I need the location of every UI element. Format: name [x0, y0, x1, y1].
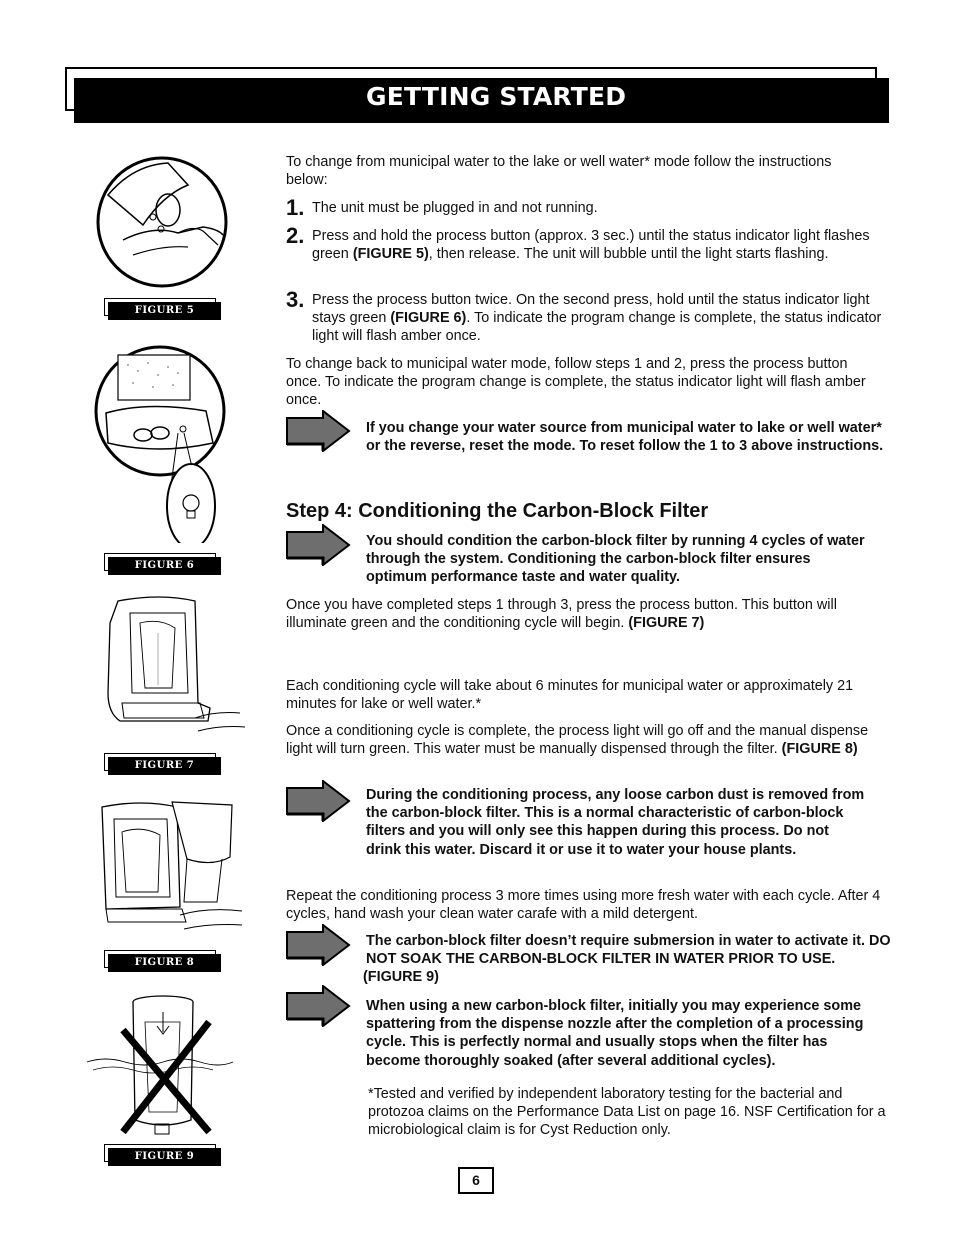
step-3-text: Press the process button twice. On the second press, hold until the status indicator light stays green (FIGURE 6). To indicate the program change is complete, the status indicator light will flash amber once.	[312, 292, 882, 345]
change-back-paragraph: To change back to municipal water mode, follow steps 1 and 2, press the process button once. To indicate the program change is complete, the status indicator light will flash amber once.	[286, 356, 866, 409]
figure-5-label: FIGURE 5	[108, 302, 221, 320]
paragraph-cycle-time: Each conditioning cycle will take about 6 minutes for municipal water or approximately 21 minutes for lake or well water.*	[286, 678, 854, 713]
note-carbon-dust: During the conditioning process, any loose carbon dust is removed from the carbon-block filter. This is a normal characteristic of carbon-block filters and you will only see this happen during this process. Do not drink this water. Discard it or use it to water your house plants.	[366, 787, 865, 858]
paragraph-repeat: Repeat the conditioning process 3 more times using more fresh water with each cycle. After 4 cycles, hand wash your clean water carafe with a mild detergent.	[286, 888, 881, 923]
figure-9-label: FIGURE 9	[108, 1148, 221, 1166]
page-title: GETTING STARTED	[366, 82, 627, 111]
note-spattering: When using a new carbon-block filter, initially you may experience some spattering from the dispense nozzle after the completion of a processing cycle. This is perfectly normal and usually stops when the filter has become thoroughly soaked (after several additional cycles).	[366, 998, 864, 1069]
figure-6-illustration	[88, 343, 233, 543]
figure-8-label: FIGURE 8	[108, 954, 221, 972]
paragraph-press-process: Once you have completed steps 1 through 3, press the process button. This button will illuminate green and the conditioning cycle will begin. (FIGURE 7)	[286, 597, 837, 632]
step-2-number: 2.	[286, 223, 305, 248]
figure-6-label: FIGURE 6	[108, 557, 221, 575]
intro-paragraph: To change from municipal water to the lake or well water* mode follow the instructions below:	[286, 154, 832, 189]
step-2-text: Press and hold the process button (approx. 3 sec.) until the status indicator light flashes green (FIGURE 5), then release. The unit will bubble until the light starts flashing.	[312, 228, 870, 263]
note-condition-filter: You should condition the carbon-block filter by running 4 cycles of water through the system. Conditioning the carbon-block filter ensures optimum performance taste and water quality.	[366, 533, 865, 586]
arrow-note-icon	[285, 410, 351, 452]
page-number: 6	[458, 1167, 494, 1194]
note-do-not-soak: The carbon-block filter doesn’t require submersion in water to activate it. DO NOT SOAK THE CARBON-BLOCK FILTER IN WATER PRIOR TO USE. (FIGURE 9)	[363, 933, 891, 986]
note-reset-mode: If you change your water source from municipal water to lake or well water* or the reverse, reset the mode. To reset follow the 1 to 3 above instructions.	[366, 420, 884, 455]
arrow-note-icon	[285, 524, 351, 566]
step-3-number: 3.	[286, 287, 305, 312]
step-4-heading: Step 4: Conditioning the Carbon-Block Filter	[286, 500, 709, 522]
step-1-text: The unit must be plugged in and not running.	[312, 200, 598, 216]
figure-8-illustration	[92, 797, 246, 947]
figure-5-illustration	[93, 155, 233, 290]
figure-7-illustration	[100, 593, 248, 753]
step-1-number: 1.	[286, 195, 305, 220]
arrow-note-icon	[285, 780, 351, 822]
figure-9-illustration	[85, 992, 235, 1142]
footnote: *Tested and verified by independent laboratory testing for the bacterial and protozoa claims on the Performance Data List on page 16. NSF Certification for a microbiological claim is for Cyst Reduction only.	[368, 1086, 886, 1139]
arrow-note-icon	[285, 985, 351, 1027]
arrow-note-icon	[285, 924, 351, 966]
paragraph-cycle-complete: Once a conditioning cycle is complete, the process light will go off and the manual dispense light will turn green. This water must be manually dispensed through the filter. (FIGURE 8)	[286, 723, 869, 758]
figure-7-label: FIGURE 7	[108, 757, 221, 775]
